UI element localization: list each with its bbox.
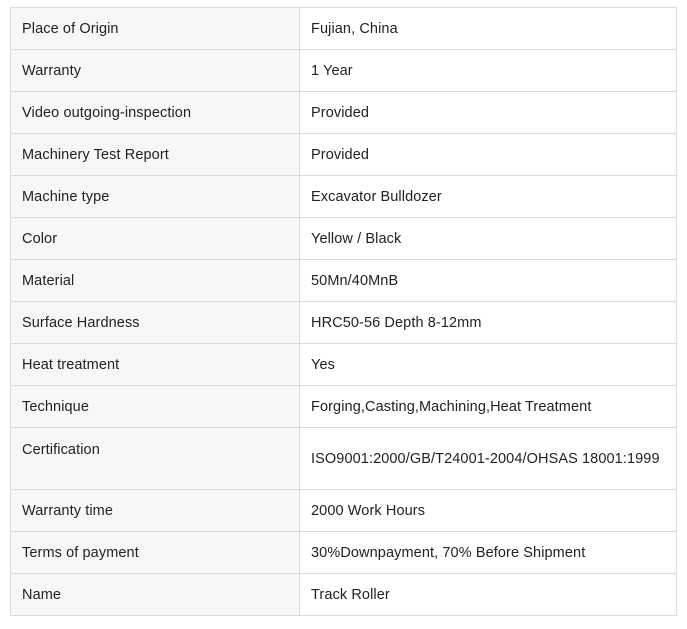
spec-key-warranty-time: Warranty time (11, 490, 300, 532)
table-row (11, 574, 677, 616)
spec-value-technique: Forging,Casting,Machining,Heat Treatment (300, 386, 677, 428)
spec-key-surface-hardness: Surface Hardness (11, 302, 300, 344)
spec-value-surface-hardness: HRC50-56 Depth 8-12mm (300, 302, 677, 344)
spec-key-machine-type: Machine type (11, 176, 300, 218)
spec-key-test-report: Machinery Test Report (11, 134, 300, 176)
table-row (11, 490, 677, 532)
spec-value-certification: ISO9001:2000/GB/T24001-2004/OHSAS 18001:1999 (300, 428, 677, 490)
table-row (11, 532, 677, 574)
spec-key-heat-treatment: Heat treatment (11, 344, 300, 386)
spec-value-place-of-origin: Fujian, China (300, 8, 677, 50)
spec-value-video-inspection: Provided (300, 92, 677, 134)
spec-value-material: 50Mn/40MnB (300, 260, 677, 302)
table-row (11, 344, 677, 386)
spec-key-terms-of-payment: Terms of payment (11, 532, 300, 574)
table-row (11, 386, 677, 428)
spec-value-warranty-time: 2000 Work Hours (300, 490, 677, 532)
table-row (11, 428, 677, 490)
spec-key-place-of-origin: Place of Origin (11, 8, 300, 50)
spec-value-name: Track Roller (300, 574, 677, 616)
table-row (11, 92, 677, 134)
table-row (11, 260, 677, 302)
spec-value-heat-treatment: Yes (300, 344, 677, 386)
spec-value-terms-of-payment: 30%Downpayment, 70% Before Shipment (300, 532, 677, 574)
spec-key-certification: Certification (11, 428, 300, 490)
spec-key-warranty: Warranty (11, 50, 300, 92)
product-spec-table (10, 7, 677, 616)
spec-key-name: Name (11, 574, 300, 616)
table-row (11, 302, 677, 344)
spec-key-technique: Technique (11, 386, 300, 428)
spec-value-warranty: 1 Year (300, 50, 677, 92)
spec-key-video-inspection: Video outgoing-inspection (11, 92, 300, 134)
table-row (11, 8, 677, 50)
spec-value-test-report: Provided (300, 134, 677, 176)
table-row (11, 218, 677, 260)
spec-value-machine-type: Excavator Bulldozer (300, 176, 677, 218)
table-row (11, 176, 677, 218)
spec-value-color: Yellow / Black (300, 218, 677, 260)
table-row (11, 50, 677, 92)
table-row (11, 134, 677, 176)
spec-key-material: Material (11, 260, 300, 302)
spec-key-color: Color (11, 218, 300, 260)
